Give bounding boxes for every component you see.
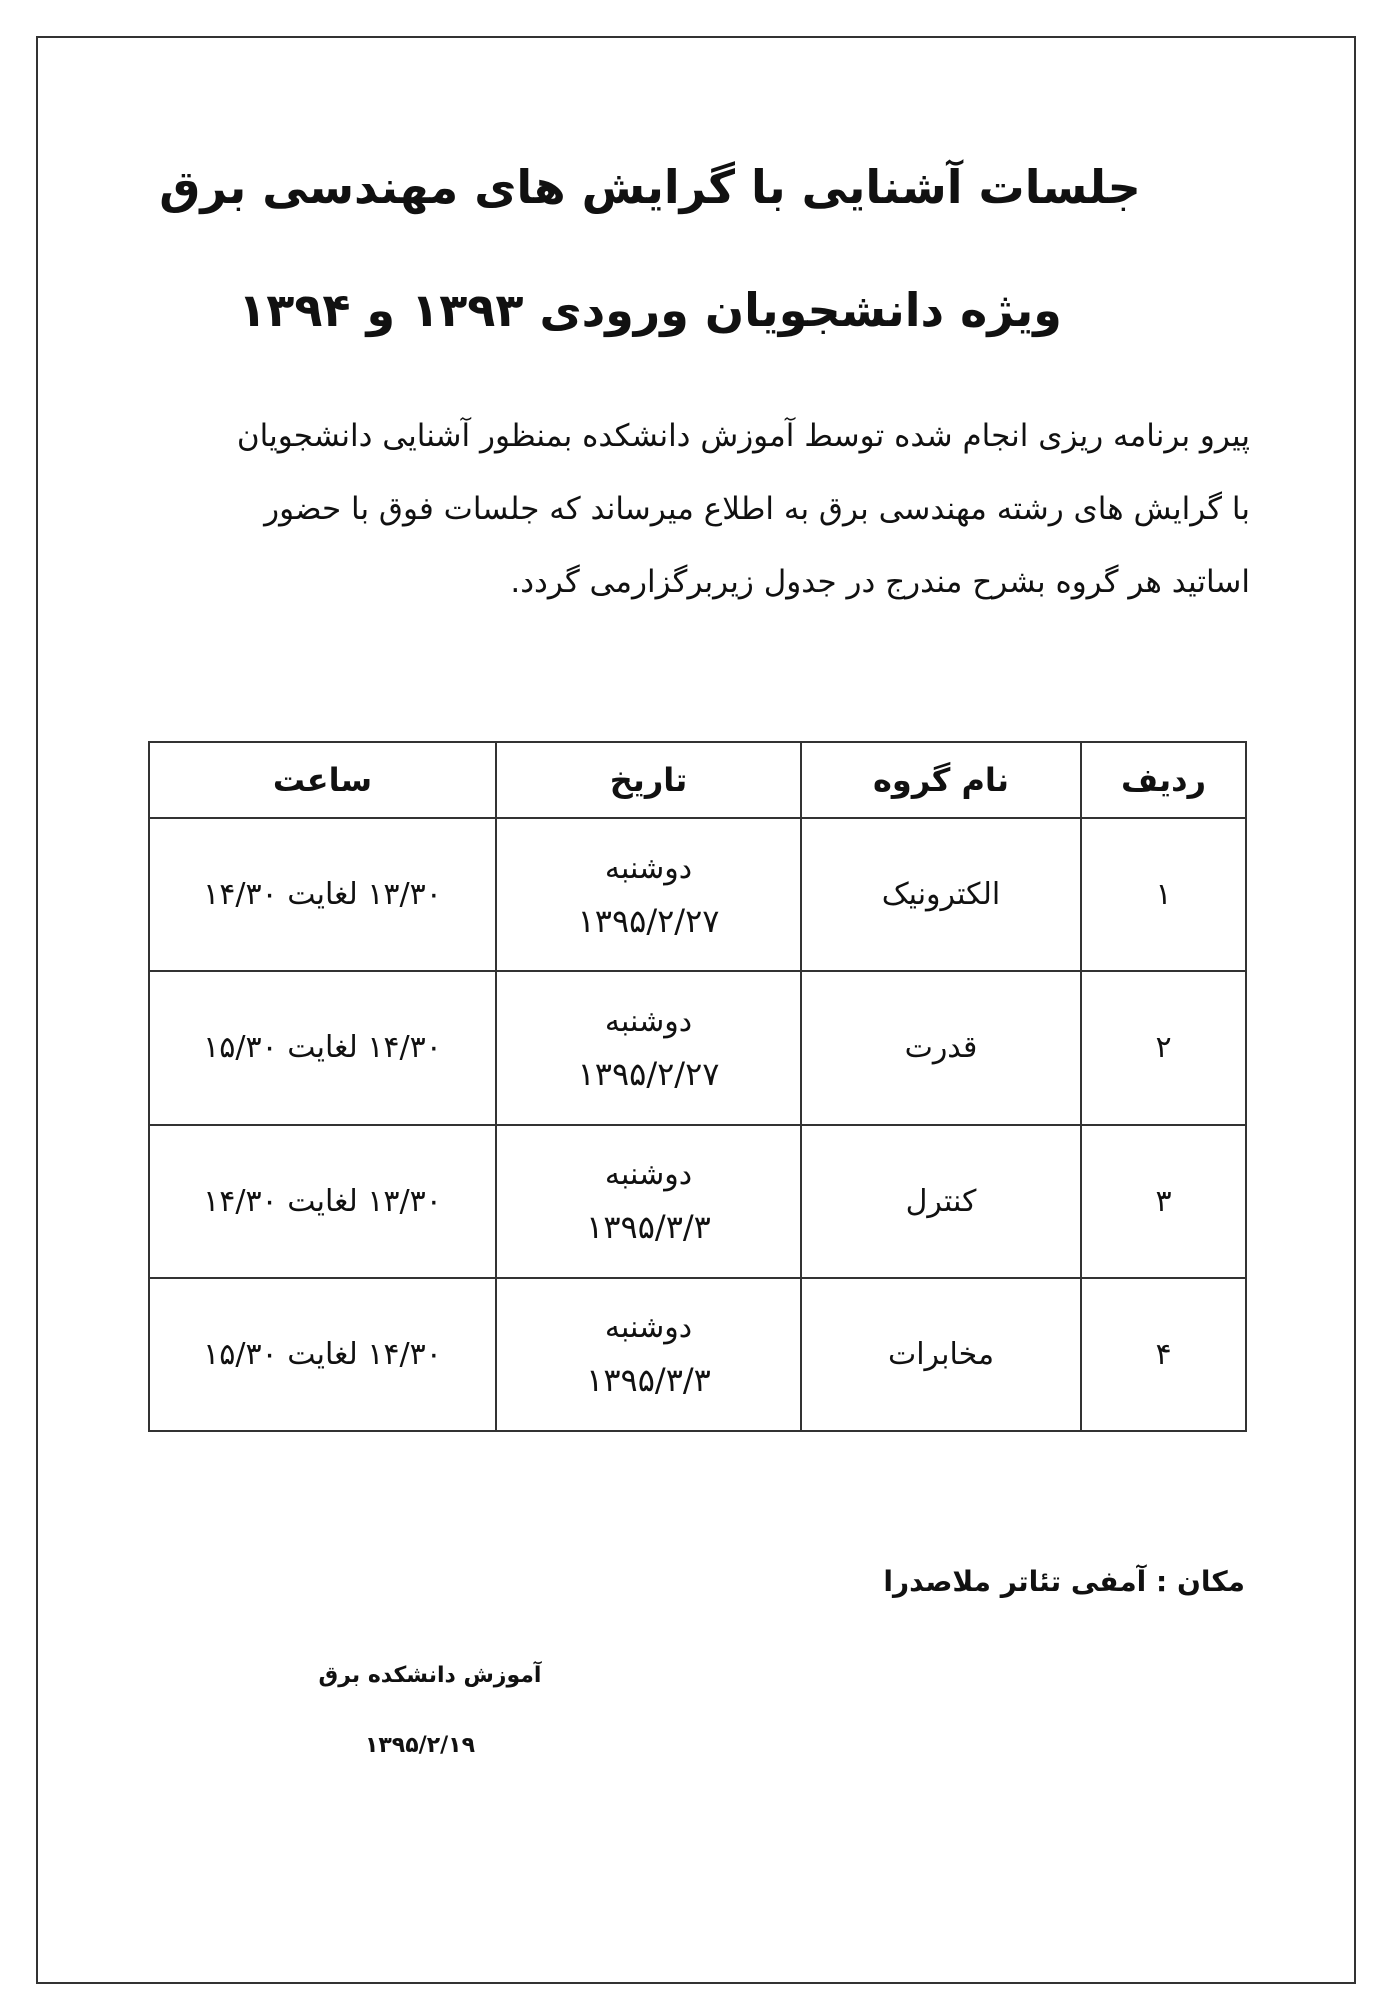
group-name-cell: قدرت (801, 971, 1081, 1124)
table-row (149, 1125, 1246, 1278)
intro-line: پیرو برنامه ریزی انجام شده توسط آموزش دانشکده بمنظور آشنایی دانشجویان (236, 418, 1250, 454)
day-text: دوشنبه (604, 1003, 693, 1039)
row-number-cell: ۳ (1081, 1125, 1246, 1278)
intro-paragraph (140, 400, 1250, 619)
location-text: مکان : آمفی تئاتر ملاصدرا (883, 1565, 1245, 1598)
time-cell: ۱۴/۳۰ لغایت ۱۵/۳۰ (149, 971, 496, 1124)
header-row-number: ردیف (1081, 742, 1246, 818)
date-text: ۱۳۹۵/۲/۲۷ (577, 901, 720, 940)
intro-line: با گرایش های رشته مهندسی برق به اطلاع میرساند که جلسات فوق با حضور (264, 491, 1250, 527)
page-title: جلسات آشنایی با گرایش های مهندسی برق (159, 160, 1141, 214)
date-text: ۱۳۹۵/۳/۳ (586, 1361, 711, 1400)
day-text: دوشنبه (604, 1157, 693, 1193)
footer-department: آموزش دانشکده برق (318, 1663, 542, 1688)
table-row (149, 818, 1246, 971)
day-text: دوشنبه (604, 850, 693, 886)
date-text: ۱۳۹۵/۲/۲۷ (577, 1054, 720, 1093)
group-name-cell: الکترونیک (801, 818, 1081, 971)
table-row (149, 1278, 1246, 1431)
day-text: دوشنبه (604, 1310, 693, 1346)
date-cell (496, 971, 801, 1124)
date-cell (496, 818, 801, 971)
group-name-cell: کنترل (801, 1125, 1081, 1278)
header-time: ساعت (149, 742, 496, 818)
row-number-cell: ۴ (1081, 1278, 1246, 1431)
time-cell: ۱۳/۳۰ لغایت ۱۴/۳۰ (149, 1125, 496, 1278)
intro-line: اساتید هر گروه بشرح مندرج در جدول زیربرگزارمی گردد. (510, 564, 1250, 600)
group-name-cell: مخابرات (801, 1278, 1081, 1431)
footer-date: ۱۳۹۵/۲/۱۹ (364, 1733, 476, 1758)
row-number-cell: ۱ (1081, 818, 1246, 971)
page-subtitle: ویژه دانشجویان ورودی ۱۳۹۳ و ۱۳۹۴ (238, 283, 1062, 337)
date-cell (496, 1278, 801, 1431)
row-number-cell: ۲ (1081, 971, 1246, 1124)
header-date: تاریخ (496, 742, 801, 818)
table-header-row (149, 742, 1246, 818)
header-group-name: نام گروه (801, 742, 1081, 818)
date-text: ۱۳۹۵/۳/۳ (586, 1208, 711, 1247)
date-cell (496, 1125, 801, 1278)
time-cell: ۱۳/۳۰ لغایت ۱۴/۳۰ (149, 818, 496, 971)
table-row (149, 971, 1246, 1124)
schedule-table (148, 741, 1247, 1432)
time-cell: ۱۴/۳۰ لغایت ۱۵/۳۰ (149, 1278, 496, 1431)
